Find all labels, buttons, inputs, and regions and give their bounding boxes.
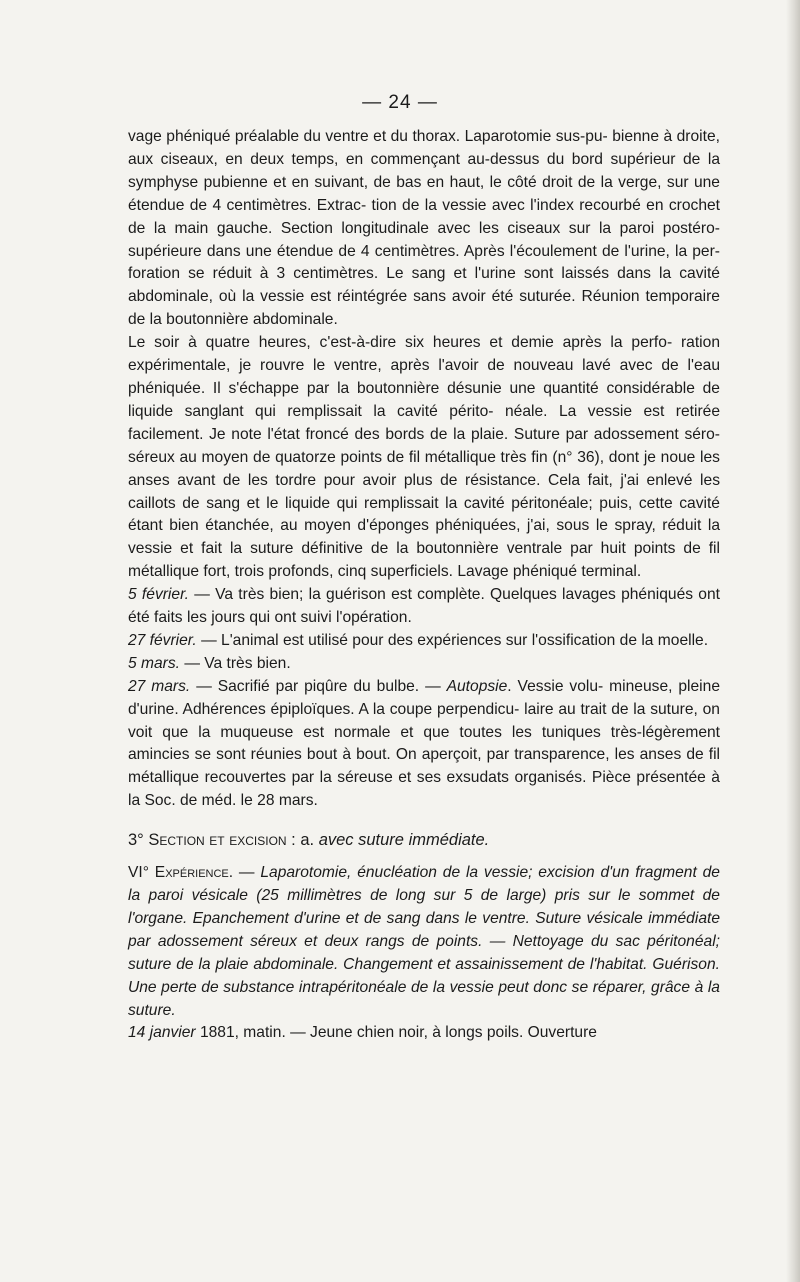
page-edge-shadow bbox=[786, 0, 800, 1282]
entry-date: 5 mars. bbox=[128, 654, 180, 672]
line: phéniqué terminal. bbox=[512, 563, 642, 581]
paragraph-1 bbox=[128, 126, 720, 332]
line: d'un fragment de la paroi vésicale (25 millimètres de long sur 5 de bbox=[128, 864, 720, 904]
line: 1881, matin. — Jeune chien noir, à longs poils. Ouverture bbox=[195, 1024, 597, 1042]
line: bien étanchée, au moyen d'éponges phéniquées, j'ai, sous le spray, réduit bbox=[169, 517, 702, 535]
entry-14-janvier bbox=[128, 1022, 720, 1045]
line: mineuse, pleine d'urine. Adhérences épiploïques. A la coupe perpendicu- bbox=[128, 677, 720, 718]
line: Section longitudinale avec les ciseaux sur la paroi postéro-supérieure bbox=[128, 219, 720, 260]
line: suture de la plaie abdominale. Changement et assainissement de bbox=[128, 955, 585, 973]
entry-date: 14 janvier bbox=[128, 1024, 196, 1042]
line: laire au trait de la suture, on voit que la muqueuse est normale et que bbox=[128, 700, 720, 741]
experience-vi bbox=[128, 862, 720, 1022]
entry-27-mars bbox=[128, 676, 720, 813]
section-sub-title: avec suture immédiate. bbox=[318, 831, 490, 850]
line: vessie peut donc se réparer, grâce à la suture. bbox=[128, 978, 720, 1019]
line: de la moelle. bbox=[619, 631, 709, 649]
section-title: Section et excision bbox=[148, 831, 287, 850]
line: pour avoir plus de résistance. Cela fait, j'ai enlevé les caillots de sang bbox=[128, 471, 720, 512]
line: foration se réduit à 3 centimètres. Le sang et l'urine sont laissés dans la bbox=[128, 265, 672, 283]
line: 28 mars. bbox=[257, 792, 318, 810]
line: bienne à droite, aux ciseaux, en deux temps, en commençant au-dessus bbox=[128, 128, 720, 168]
line: Le soir à quatre heures, c'est-à-dire six heures et demie après la perfo- bbox=[128, 334, 673, 352]
entry-5-fevrier bbox=[128, 584, 720, 630]
line: . Vessie volu- bbox=[507, 677, 604, 695]
entry-date: 27 mars. bbox=[128, 677, 191, 695]
autopsie-label: Autopsie bbox=[446, 677, 508, 695]
line: On aperçoit, par transparence, les anses de fil métallique recouvertes par bbox=[128, 746, 720, 787]
line: plaie. Suture par adossement séro-séreux au moyen de quatorze points de bbox=[128, 425, 720, 466]
section-number: 3° bbox=[128, 831, 144, 850]
line: vage phéniqué préalable du ventre et du thorax. Laparotomie sus-pu- bbox=[128, 128, 608, 145]
section-sub-letter: : a. bbox=[291, 831, 315, 850]
line: du bord supérieur de la symphyse pubienne et en suivant, de bas en bbox=[128, 150, 720, 191]
line: néale. La vessie est retirée facilement. Je note l'état froncé des bords de la bbox=[128, 402, 721, 443]
entry-5-mars bbox=[128, 653, 720, 676]
entry-date: 27 février. bbox=[128, 631, 197, 649]
line: — L'animal est utilisé pour des expériences sur l'ossification bbox=[196, 631, 616, 649]
line: — Va très bien. bbox=[180, 654, 291, 672]
experience-dash: — bbox=[233, 864, 261, 882]
entry-date: 5 février. bbox=[128, 586, 190, 604]
line: l'habitat. Guérison. Une perte de substance intrapéritonéale de la bbox=[128, 955, 720, 996]
line: phéniqués ont été faits les jours qui ont suivi l'opération. bbox=[128, 586, 720, 627]
line: points de fil métallique fort, trois profonds, cinq superficiels. Lavage bbox=[128, 540, 720, 581]
line: large) pris sur le sommet de l'organe. Epanchement d'urine et de bbox=[128, 887, 720, 927]
line: et le liquide qui remplissait la cavité péritonéale; puis, cette cavité étant bbox=[128, 494, 720, 535]
line: Réunion temporaire de la boutonnière abdominale. bbox=[128, 288, 720, 329]
line: la vessie et fait la suture définitive de la boutonnière ventrale par huit bbox=[128, 517, 720, 558]
line: dans une étendue de 4 centimètres. Après l'écoulement de l'urine, la per- bbox=[206, 242, 720, 260]
line: toutes les tuniques très-légèrement amincies se sont réunies bout à bout. bbox=[128, 723, 720, 764]
line: ration expérimentale, je rouvre le ventre, après l'avoir de nouveau lavé bbox=[128, 334, 720, 375]
paragraph-2 bbox=[128, 332, 720, 584]
line: séreux et deux rangs de points. — Nettoyage du sac péritonéal; bbox=[250, 932, 720, 950]
experience-label: VI° Expérience. bbox=[128, 864, 234, 882]
line: Laparotomie, énucléation de la vessie; excision bbox=[260, 864, 595, 882]
section-heading bbox=[128, 829, 720, 852]
line: avec de l'eau phéniquée. Il s'échappe par la boutonnière désunie une bbox=[128, 357, 720, 397]
line: — Va très bien; la guérison est complète. Quelques lavages bbox=[189, 586, 616, 604]
line: fil métallique très fin (n° 36), dont je noue les anses avant de les tordre bbox=[128, 448, 720, 489]
line: — Sacrifié par piqûre du bulbe. — bbox=[190, 677, 447, 695]
line: sang dans le ventre. Suture vésicale immédiate par adossement bbox=[128, 909, 720, 950]
entry-27-fevrier bbox=[128, 630, 720, 653]
page-number: — 24 — bbox=[362, 92, 438, 113]
line: quantité considérable de liquide sanglant qui remplissait la cavité périto- bbox=[128, 379, 720, 420]
line: cavité abdominale, où la vessie est réintégrée sans avoir été suturée. bbox=[128, 265, 720, 306]
line: tion de la vessie avec l'index recourbé en crochet de la main gauche. bbox=[128, 196, 720, 237]
body-text bbox=[128, 126, 720, 1045]
line: haut, le côté droit de la verge, sur une étendue de 4 centimètres. Extrac- bbox=[128, 173, 720, 214]
line: la séreuse et ses exsudats organisés. Pièce présentée à la Soc. de méd. le bbox=[128, 769, 720, 810]
